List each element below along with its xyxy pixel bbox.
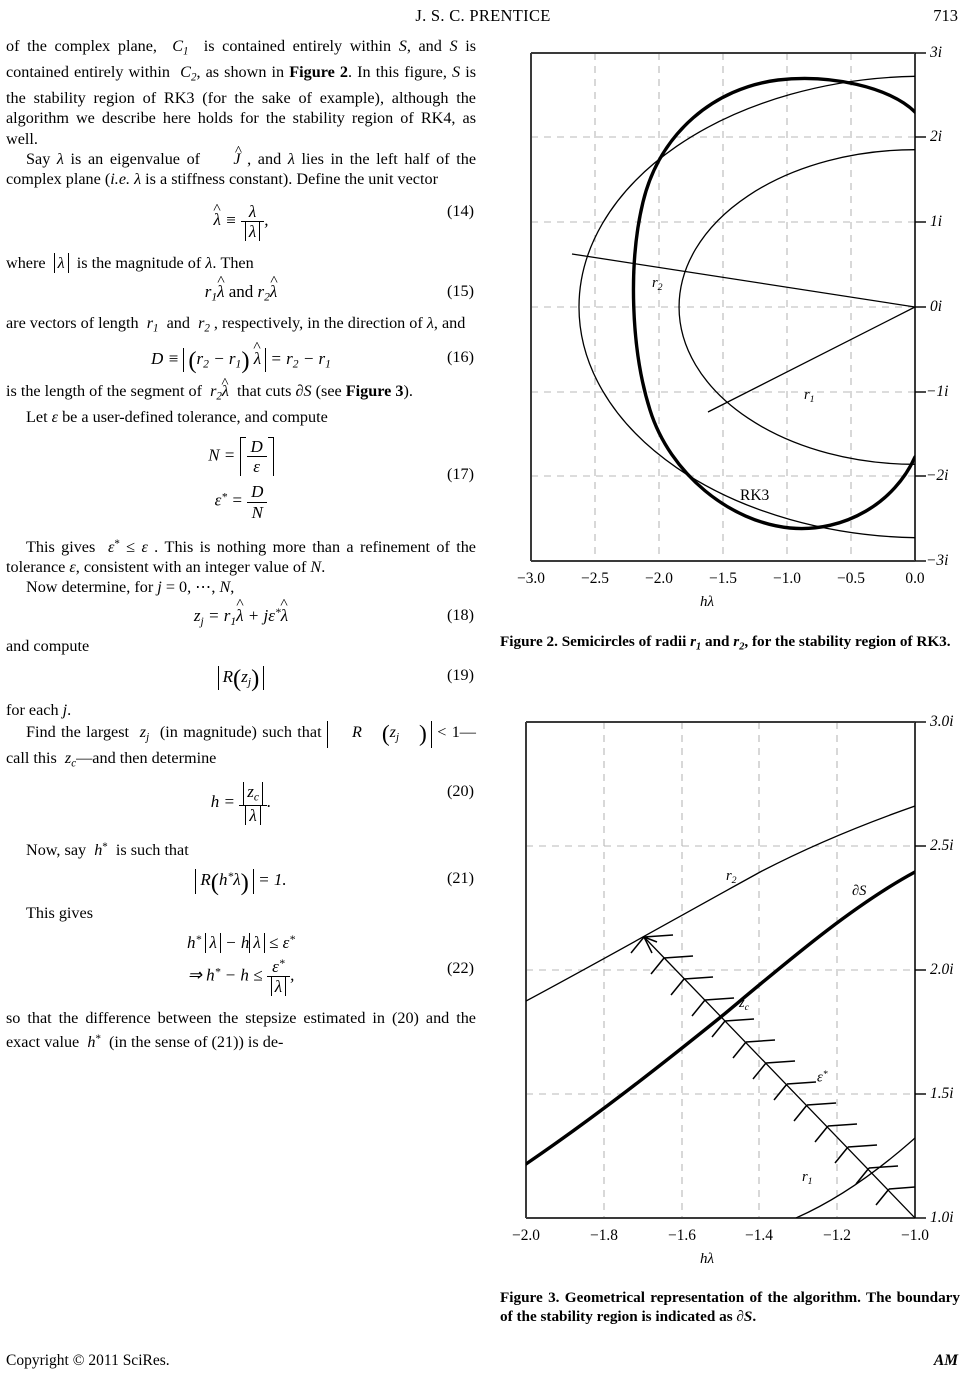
figure-2-y-ticks: [915, 53, 926, 561]
equation-16: $D \equiv (r_2 - r_1)$ λ ^ = $r_2 - r_1$ (16): [6, 348, 476, 372]
figure-2-xtick-4: −1.0: [773, 570, 801, 587]
figure-2-ytick-4: −1i: [926, 383, 949, 400]
figure-3-label-zc: $z_c$: [739, 995, 750, 1014]
figure-2-r2-radius-line: [572, 254, 915, 307]
equation-22b: ⇒ h* − h ≤ $\frac{\varepsilon^*}{\lambda}$ ,: [187, 957, 295, 997]
figure-3-xtick-0: −2.0: [512, 1227, 540, 1244]
equation-15: $r_1\lambda$ ^ and $r_2\lambda$ ^ (15): [6, 282, 476, 304]
figure-3-xtick-1: −1.8: [590, 1227, 618, 1244]
figure-3-y-ticks: [915, 722, 926, 1218]
copyright-notice: Copyright © 2011 SciRes.: [6, 1352, 170, 1369]
figure-3-ytick-4: 1.0i: [930, 1209, 954, 1226]
equation-19-number: (19): [447, 666, 474, 684]
figure-3-label-r1: $r_1$: [802, 1169, 813, 1188]
running-head: [0, 6, 966, 28]
figure-2-xtick-5: −0.5: [837, 570, 865, 587]
figure-3-xtick-2: −1.6: [668, 1227, 696, 1244]
figure-2-outer-semicircle-r2: [579, 76, 915, 537]
figure-3-r1-arc: [796, 1138, 915, 1218]
equation-14: λ ^ ≡ $\frac{\lambda}{\lambda}$ , (14): [6, 202, 476, 241]
figure-3-xtick-5: −1.0: [901, 1227, 929, 1244]
paragraph-5: is the length of the segment of $r_2\lambda$ ^ that cuts ∂S (see Figure 3).: [6, 381, 476, 407]
figure-2-rk3-boundary: [633, 79, 915, 529]
equation-14-number: (14): [447, 201, 474, 220]
paragraph-14: so that the difference between the stepsize estimated in (20) and the exact value h* (in the sense of (21)) is de-: [6, 1009, 476, 1051]
figure-3-stability-boundary: [526, 872, 915, 1164]
paragraph-8: Now determine, for j = 0, ⋯, N,: [26, 578, 235, 597]
equation-17-number: (17): [447, 465, 474, 484]
figure-3-ytick-2: 2.0i: [930, 961, 954, 978]
figure-3-ray-arrowhead: [644, 937, 657, 953]
page-footer: [6, 1352, 958, 1372]
figure-2-plot: [500, 32, 960, 632]
figure-2-xtick-3: −1.5: [709, 570, 737, 587]
figure-3-label-dS: ∂S: [852, 883, 867, 899]
figure-2-ytick-5: −2i: [926, 467, 949, 484]
figure-3-ytick-0: 3.0i: [930, 713, 954, 730]
equation-18: $z_j = r_1\lambda$ ^ + jε*λ ^ (18): [6, 606, 476, 628]
figure-2-ytick-2: 1i: [930, 213, 942, 230]
figure-2-xtick-0: −3.0: [517, 570, 545, 587]
figure-3-xtick-3: −1.4: [745, 1227, 773, 1244]
paragraph-11: Find the largest $z_j$ (in magnitude) such that R ($z_j$ ) < 1—call this $z_c—and$ then determine: [6, 720, 476, 770]
left-text-column: [6, 36, 476, 1052]
equation-20: h = $\frac{z_c}{\lambda}$ . (20): [210, 782, 474, 826]
equation-21-number: (21): [447, 869, 474, 888]
figure-2-ytick-3: 0i: [930, 298, 942, 315]
figure-2-ytick-0: 3i: [930, 44, 942, 61]
paragraph-13: This gives: [26, 903, 93, 922]
figure-3-ytick-1: 2.5i: [930, 837, 954, 854]
figure-2-xtick-2: −2.0: [645, 570, 673, 587]
figure-2-ytick-1: 2i: [930, 128, 942, 145]
figure-3-r2-arc: [526, 806, 915, 1001]
equation-17b: ε* = $\frac{D}{N}$: [6, 482, 476, 521]
figure-2-xtick-1: −2.5: [581, 570, 609, 587]
figure-2-xtick-6: 0.0: [905, 570, 925, 587]
equation-19: $R(z_j)$ (19): [6, 666, 476, 690]
paragraph-4: are vectors of length $r_1$ and $r_2$ , respectively, in the direction of λ, and: [6, 314, 466, 335]
equation-20-number: (20): [447, 782, 474, 801]
equation-21: R(h*λ) = 1. (21): [6, 869, 476, 893]
figure-2-xaxis-label: hλ: [700, 594, 714, 610]
running-head-author: J. S. C. PRENTICE: [415, 6, 551, 25]
figure-3-label-epsilon-star: ε*: [817, 1069, 828, 1086]
figure-2-label-r1: $r_1$: [804, 387, 815, 406]
figure-3-ytick-3: 1.5i: [930, 1085, 954, 1102]
figure-3: [500, 708, 960, 1325]
journal-abbreviation: AM: [933, 1352, 958, 1369]
equation-22: h* λ − h λ ≤ ε* (22): [186, 933, 474, 978]
paragraph-10: for each j.: [6, 701, 72, 720]
figure-2-caption: Figure 2. Semicircles of radii $r_1$ and $r_2$, for the stability region of RK3.: [500, 633, 951, 653]
figure-2: [500, 32, 960, 653]
figure-3-caption: Figure 3. Geometrical representation of the algorithm. The boundary of the stability region is indicated as ∂S.: [500, 1289, 960, 1325]
right-figure-column: [500, 32, 960, 1325]
paragraph-3: where λ is the magnitude of λ. Then: [6, 253, 254, 272]
paragraph-2: Say λ is an eigenvalue of J ^ , and λ lies in the left half of the complex plane (i.e. λ is a stiffness constant). Define the unit vector: [6, 149, 476, 190]
paragraph-12: Now, say h* is such that: [26, 841, 189, 859]
figure-2-label-rk3: RK3: [740, 487, 770, 504]
paragraph-6: Let ε be a user-defined tolerance, and compute: [26, 408, 328, 427]
equation-22-number: (22): [447, 959, 474, 978]
paragraph-9: and compute: [6, 636, 90, 655]
page-number: 713: [933, 6, 958, 25]
figure-3-label-r2: $r_2$: [726, 868, 737, 887]
figure-3-xtick-4: −1.2: [823, 1227, 851, 1244]
equation-18-number: (18): [447, 605, 474, 624]
figure-2-gridlines: [531, 53, 915, 561]
figure-2-label-r2: $r_2$: [652, 275, 663, 294]
figure-3-xaxis-label: hλ: [700, 1251, 714, 1267]
figure-2-ytick-6: −3i: [926, 552, 949, 569]
equation-17: N = $\frac{D}{\varepsilon}$ (17): [208, 437, 474, 484]
equation-16-number: (16): [447, 347, 474, 366]
figure-3-plot: [500, 708, 960, 1298]
equation-15-number: (15): [447, 282, 474, 301]
paragraph-1: of the complex plane, $C_1$ is contained entirely within S, and S is contained entirely within $C_2$, as shown in Figure 2. In this figure, S is the stability region of RK3 (for the sake of example), although the algorithm we describe here holds for the stability region of RK4, as well.: [6, 37, 476, 148]
paragraph-7: This gives ε* ≤ ε . This is nothing more than a refinement of the tolerance ε, consistent with an integer value of N.: [6, 537, 476, 576]
